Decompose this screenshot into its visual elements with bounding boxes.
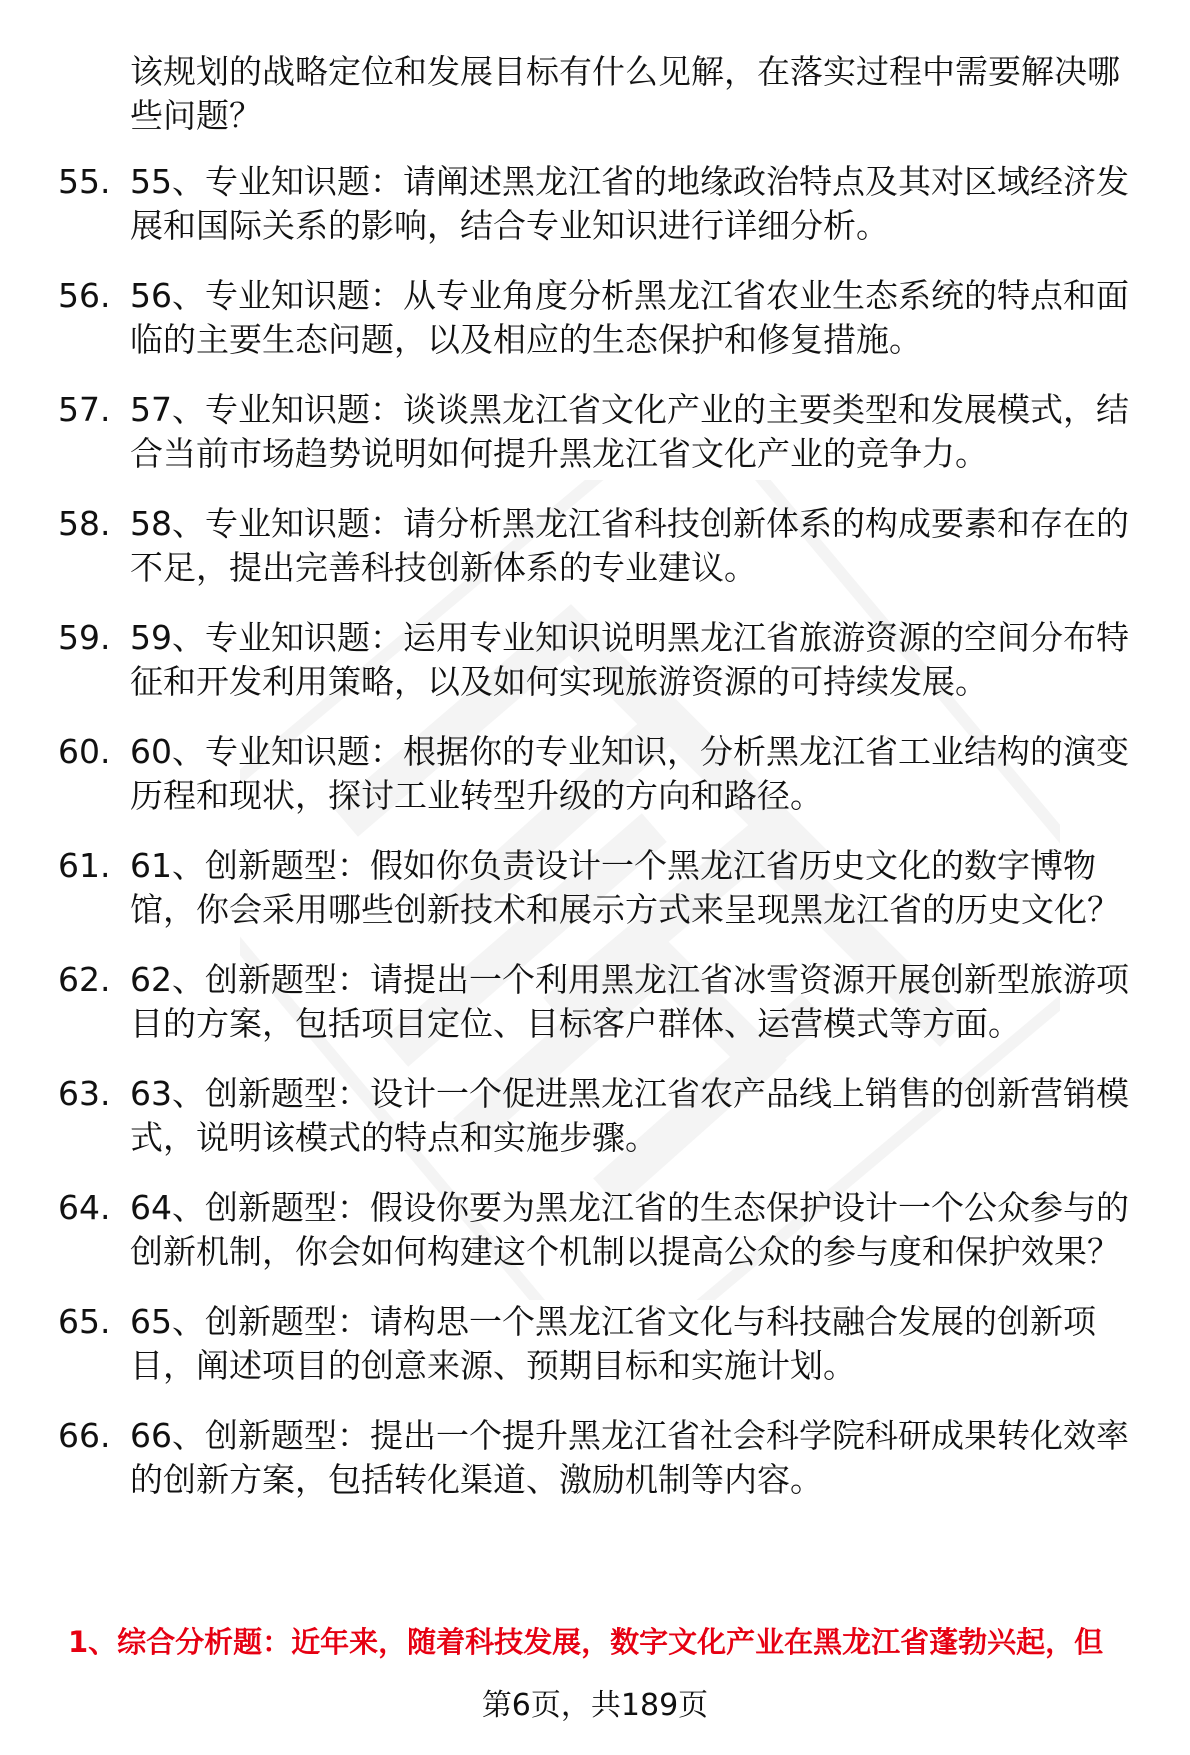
question-text: 55、专业知识题：请阐述黑龙江省的地缘政治特点及其对区域经济发展和国际关系的影响，结合专业知识进行详细分析。 [130, 162, 1129, 245]
list-item [0, 502, 1150, 590]
question-number: 59. [58, 618, 111, 657]
question-number: 64. [58, 1188, 111, 1227]
page-number: 第6页，共189页 [481, 1688, 709, 1723]
question-text: 56、专业知识题：从专业角度分析黑龙江省农业生态系统的特点和面临的主要生态问题，以及相应的生态保护和修复措施。 [130, 276, 1129, 359]
question-text: 62、创新题型：请提出一个利用黑龙江省冰雪资源开展创新型旅游项目的方案，包括项目定位、目标客户群体、运营模式等方面。 [130, 960, 1129, 1043]
question-text: 64、创新题型：假设你要为黑龙江省的生态保护设计一个公众参与的创新机制，你会如何构建这个机制以提高公众的参与度和保护效果？ [130, 1188, 1129, 1271]
question-number: 57. [58, 390, 111, 429]
question-text: 66、创新题型：提出一个提升黑龙江省社会科学院科研成果转化效率的创新方案，包括转化渠道、激励机制等内容。 [130, 1416, 1129, 1499]
question-text: 58、专业知识题：请分析黑龙江省科技创新体系的构成要素和存在的不足，提出完善科技创新体系的专业建议。 [130, 504, 1129, 587]
question-number: 66. [58, 1416, 111, 1455]
list-item [0, 730, 1150, 818]
list-item [0, 1414, 1150, 1502]
question-text: 63、创新题型：设计一个促进黑龙江省农产品线上销售的创新营销模式，说明该模式的特点和实施步骤。 [130, 1074, 1129, 1157]
question-text: 60、专业知识题：根据你的专业知识，分析黑龙江省工业结构的演变历程和现状，探讨工业转型升级的方向和路径。 [130, 732, 1129, 815]
list-item [0, 1072, 1150, 1160]
highlighted-question: 1、综合分析题：近年来，随着科技发展，数字文化产业在黑龙江省蓬勃兴起，但 [68, 1625, 1104, 1659]
question-text: 61、创新题型：假如你负责设计一个黑龙江省历史文化的数字博物馆，你会采用哪些创新技术和展示方式来呈现黑龙江省的历史文化？ [130, 846, 1120, 929]
question-number: 58. [58, 504, 111, 543]
question-text: 57、专业知识题：谈谈黑龙江省文化产业的主要类型和发展模式，结合当前市场趋势说明如何提升黑龙江省文化产业的竞争力。 [130, 390, 1129, 473]
question-number: 63. [58, 1074, 111, 1113]
question-number: 55. [58, 162, 111, 201]
question-number: 65. [58, 1302, 111, 1341]
list-item [0, 388, 1150, 476]
list-item [0, 1186, 1150, 1274]
question-continuation: 该规划的战略定位和发展目标有什么见解，在落实过程中需要解决哪些问题？ [130, 52, 1120, 135]
question-number: 60. [58, 732, 111, 771]
list-item [0, 616, 1150, 704]
list-item [0, 958, 1150, 1046]
question-list [0, 160, 1190, 1528]
list-item [0, 274, 1150, 362]
question-number: 62. [58, 960, 111, 999]
question-number: 56. [58, 276, 111, 315]
list-item [0, 160, 1150, 248]
question-number: 61. [58, 846, 111, 885]
question-text: 65、创新题型：请构思一个黑龙江省文化与科技融合发展的创新项目，阐述项目的创意来源、预期目标和实施计划。 [130, 1302, 1096, 1385]
list-item [0, 844, 1150, 932]
list-item [0, 1300, 1150, 1388]
question-text: 59、专业知识题：运用专业知识说明黑龙江省旅游资源的空间分布特征和开发利用策略，以及如何实现旅游资源的可持续发展。 [130, 618, 1129, 701]
